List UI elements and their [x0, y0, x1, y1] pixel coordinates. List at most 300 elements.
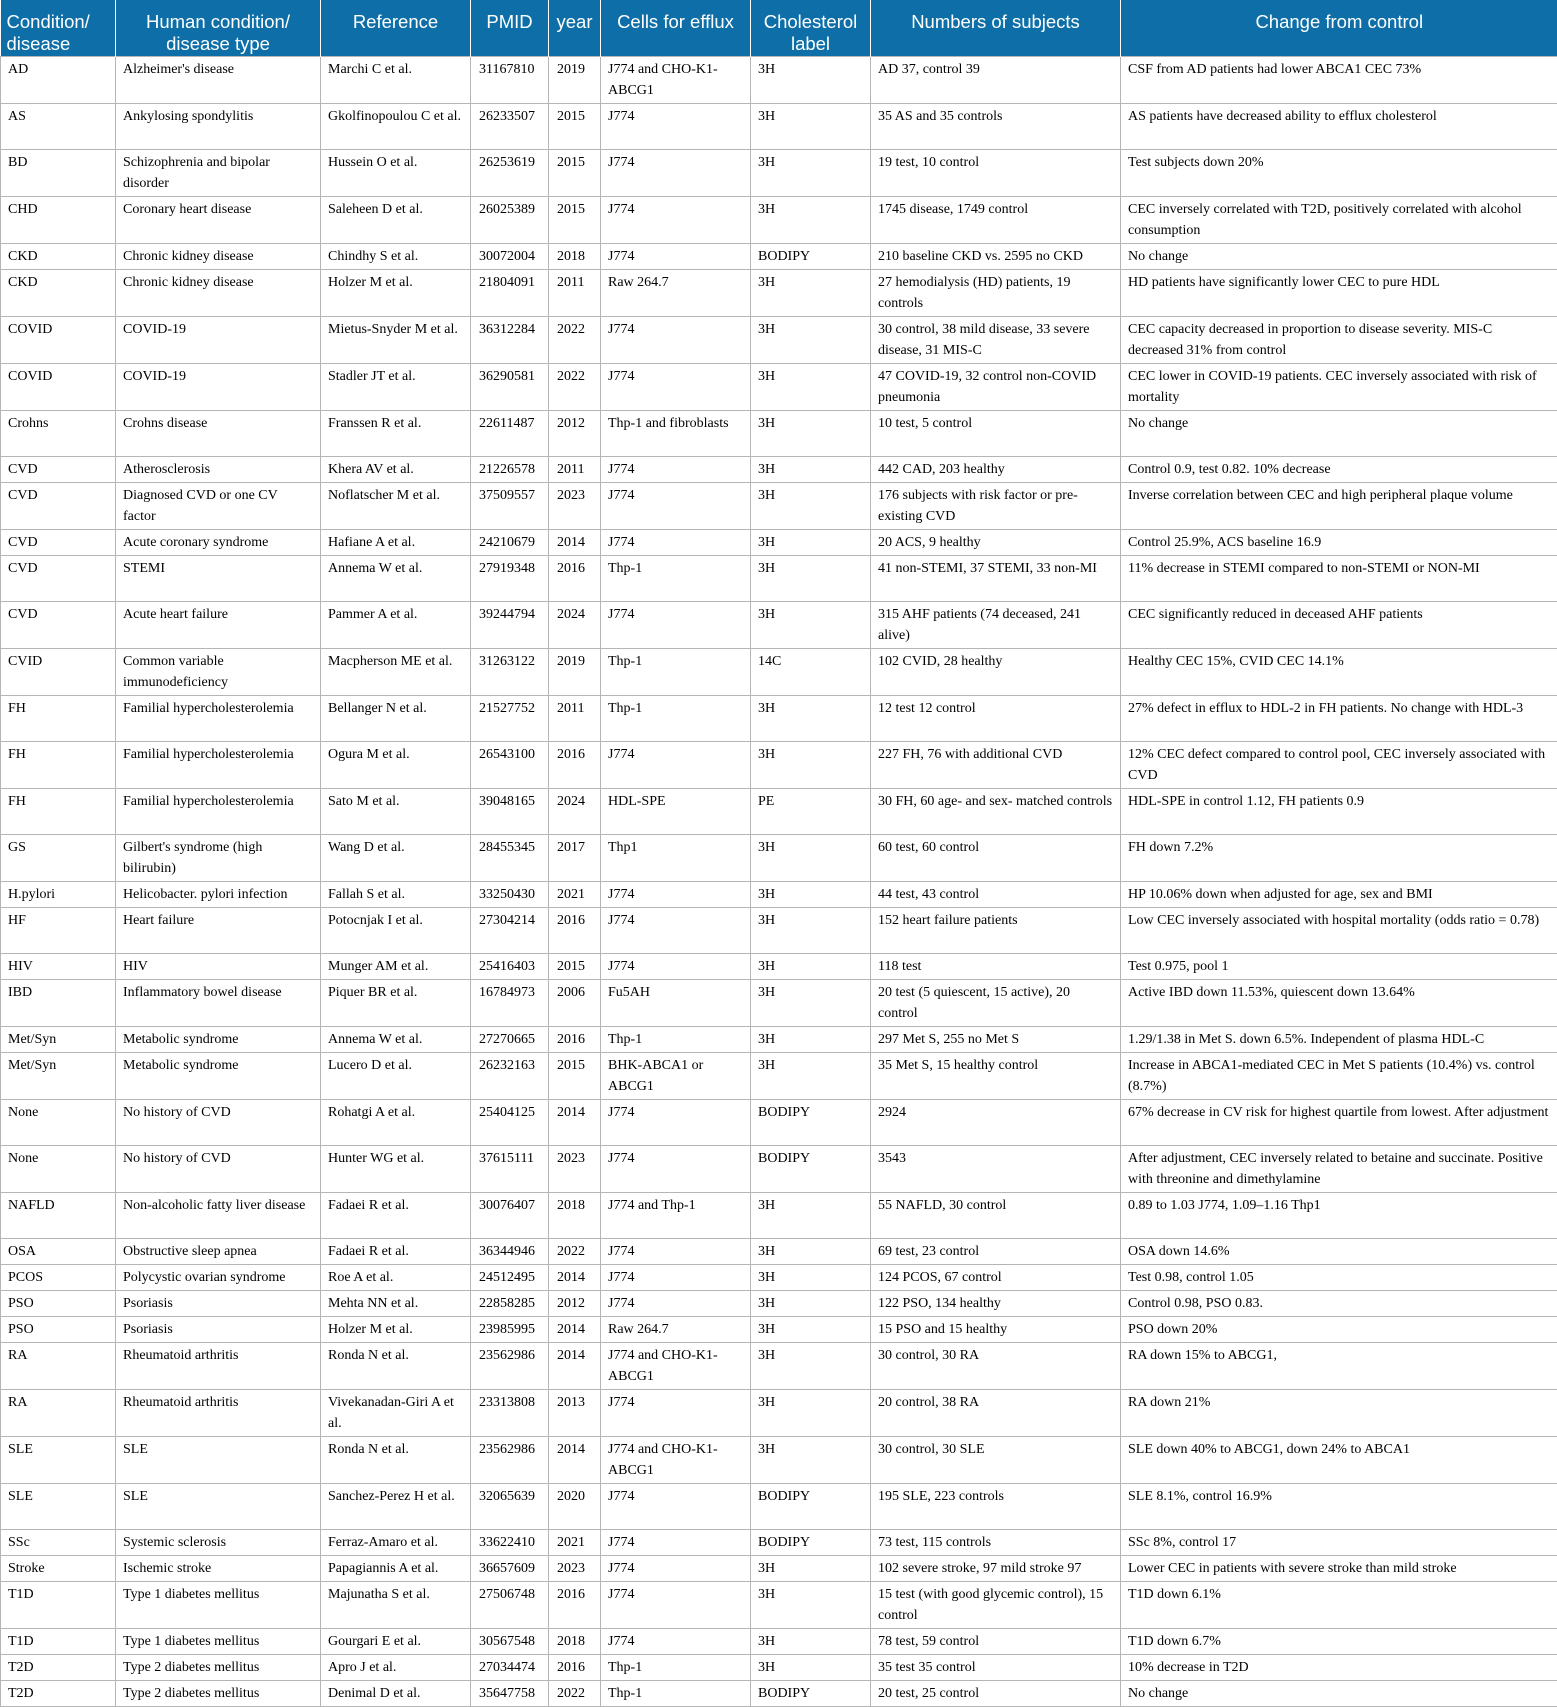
cell-pmid: 24210679 [471, 529, 549, 555]
cell-change: 10% decrease in T2D [1121, 1654, 1557, 1680]
cell-year: 2016 [549, 741, 601, 788]
cell-cells-for-efflux: Fu5AH [601, 979, 751, 1026]
cell-condition: HF [1, 907, 116, 953]
table-row [1, 979, 1557, 1026]
cell-change: CEC capacity decreased in proportion to disease severity. MIS-C decreased 31% from control [1121, 316, 1557, 363]
table-row [1, 834, 1557, 881]
cell-cells-for-efflux: J774 and CHO-K1-ABCG1 [601, 1342, 751, 1389]
cell-reference: Piquer BR et al. [321, 979, 471, 1026]
cell-cholesterol-label: 3H [751, 834, 871, 881]
cell-year: 2014 [549, 529, 601, 555]
cell-pmid: 23562986 [471, 1342, 549, 1389]
cell-cells-for-efflux: J774 [601, 529, 751, 555]
cell-cholesterol-label: 3H [751, 555, 871, 601]
cell-change: T1D down 6.1% [1121, 1581, 1557, 1628]
cell-cholesterol-label: 3H [751, 979, 871, 1026]
cell-pmid: 16784973 [471, 979, 549, 1026]
cell-condition: BD [1, 149, 116, 196]
cell-condition: CVD [1, 456, 116, 482]
cell-change: Low CEC inversely associated with hospital mortality (odds ratio = 0.78) [1121, 907, 1557, 953]
cell-condition: AS [1, 103, 116, 149]
cell-disease-type: Rheumatoid arthritis [116, 1342, 321, 1389]
cell-reference: Lucero D et al. [321, 1052, 471, 1099]
cell-reference: Mietus-Snyder M et al. [321, 316, 471, 363]
cell-cholesterol-label: 3H [751, 907, 871, 953]
cell-subjects: 122 PSO, 134 healthy [871, 1290, 1121, 1316]
cell-change: SLE down 40% to ABCG1, down 24% to ABCA1 [1121, 1436, 1557, 1483]
cell-pmid: 27270665 [471, 1026, 549, 1052]
cell-condition: CVD [1, 555, 116, 601]
cell-year: 2015 [549, 196, 601, 243]
cell-reference: Macpherson ME et al. [321, 648, 471, 695]
cell-change: Test 0.98, control 1.05 [1121, 1264, 1557, 1290]
cell-subjects: 27 hemodialysis (HD) patients, 19 controls [871, 269, 1121, 316]
cell-condition: PCOS [1, 1264, 116, 1290]
cell-disease-type: Metabolic syndrome [116, 1052, 321, 1099]
cell-pmid: 23313808 [471, 1389, 549, 1436]
cell-cholesterol-label: 14C [751, 648, 871, 695]
cell-reference: Ferraz-Amaro et al. [321, 1529, 471, 1555]
cell-cells-for-efflux: J774 [601, 482, 751, 529]
cell-disease-type: Helicobacter. pylori infection [116, 881, 321, 907]
cell-change: After adjustment, CEC inversely related to betaine and succinate. Positive with threonine and dimethylamine [1121, 1145, 1557, 1192]
cell-pmid: 33250430 [471, 881, 549, 907]
cell-year: 2024 [549, 601, 601, 648]
cell-pmid: 23985995 [471, 1316, 549, 1342]
cell-subjects: 35 AS and 35 controls [871, 103, 1121, 149]
cell-year: 2022 [549, 316, 601, 363]
header-change: Change from control [1121, 0, 1557, 56]
cell-year: 2021 [549, 881, 601, 907]
cell-change: RA down 15% to ABCG1, [1121, 1342, 1557, 1389]
cell-subjects: 20 control, 38 RA [871, 1389, 1121, 1436]
cell-subjects: 20 ACS, 9 healthy [871, 529, 1121, 555]
cell-reference: Fadaei R et al. [321, 1238, 471, 1264]
cell-change: No change [1121, 410, 1557, 456]
cell-subjects: 19 test, 10 control [871, 149, 1121, 196]
table-row [1, 1290, 1557, 1316]
cell-disease-type: Rheumatoid arthritis [116, 1389, 321, 1436]
header-condition: Condition/ disease [1, 0, 116, 56]
cell-reference: Sato M et al. [321, 788, 471, 834]
cell-cells-for-efflux: J774 [601, 196, 751, 243]
cell-year: 2022 [549, 363, 601, 410]
cell-cholesterol-label: BODIPY [751, 1099, 871, 1145]
cell-cells-for-efflux: Raw 264.7 [601, 1316, 751, 1342]
cell-change: AS patients have decreased ability to efflux cholesterol [1121, 103, 1557, 149]
cell-subjects: 30 control, 30 RA [871, 1342, 1121, 1389]
cell-reference: Noflatscher M et al. [321, 482, 471, 529]
cell-cholesterol-label: 3H [751, 56, 871, 103]
cell-disease-type: Ankylosing spondylitis [116, 103, 321, 149]
cell-cholesterol-label: 3H [751, 1238, 871, 1264]
cell-pmid: 36312284 [471, 316, 549, 363]
cell-reference: Annema W et al. [321, 555, 471, 601]
cell-change: Test subjects down 20% [1121, 149, 1557, 196]
cell-condition: FH [1, 741, 116, 788]
cell-change: HP 10.06% down when adjusted for age, sex and BMI [1121, 881, 1557, 907]
header-year: year [549, 0, 601, 56]
cell-reference: Munger AM et al. [321, 953, 471, 979]
cell-disease-type: Systemic sclerosis [116, 1529, 321, 1555]
cell-cells-for-efflux: J774 and Thp-1 [601, 1192, 751, 1238]
cell-year: 2016 [549, 555, 601, 601]
cell-subjects: 124 PCOS, 67 control [871, 1264, 1121, 1290]
cell-pmid: 23562986 [471, 1436, 549, 1483]
table-row [1, 1192, 1557, 1238]
cell-year: 2016 [549, 1026, 601, 1052]
table-row [1, 529, 1557, 555]
table-row [1, 601, 1557, 648]
cell-condition: CKD [1, 269, 116, 316]
cell-disease-type: HIV [116, 953, 321, 979]
cell-change: 12% CEC defect compared to control pool, CEC inversely associated with CVD [1121, 741, 1557, 788]
cell-year: 2014 [549, 1099, 601, 1145]
cell-disease-type: No history of CVD [116, 1145, 321, 1192]
cell-disease-type: COVID-19 [116, 316, 321, 363]
cell-reference: Potocnjak I et al. [321, 907, 471, 953]
cell-subjects: 44 test, 43 control [871, 881, 1121, 907]
cell-cholesterol-label: 3H [751, 1342, 871, 1389]
cell-cells-for-efflux: J774 [601, 316, 751, 363]
cell-condition: AD [1, 56, 116, 103]
cell-cholesterol-label: 3H [751, 1192, 871, 1238]
cell-condition: CVD [1, 601, 116, 648]
header-pmid: PMID [471, 0, 549, 56]
cell-cells-for-efflux: J774 [601, 907, 751, 953]
cell-pmid: 26025389 [471, 196, 549, 243]
cell-year: 2015 [549, 103, 601, 149]
cell-reference: Holzer M et al. [321, 269, 471, 316]
cell-disease-type: Heart failure [116, 907, 321, 953]
cell-condition: CVID [1, 648, 116, 695]
cell-cholesterol-label: 3H [751, 363, 871, 410]
cell-subjects: 1745 disease, 1749 control [871, 196, 1121, 243]
cell-cells-for-efflux: J774 [601, 456, 751, 482]
cell-condition: None [1, 1099, 116, 1145]
cell-reference: Ronda N et al. [321, 1436, 471, 1483]
cell-cells-for-efflux: J774 [601, 881, 751, 907]
cell-reference: Pammer A et al. [321, 601, 471, 648]
cell-cholesterol-label: 3H [751, 1555, 871, 1581]
cell-condition: IBD [1, 979, 116, 1026]
cell-change: FH down 7.2% [1121, 834, 1557, 881]
table-row [1, 907, 1557, 953]
cell-change: Test 0.975, pool 1 [1121, 953, 1557, 979]
cell-condition: SSc [1, 1529, 116, 1555]
cell-cholesterol-label: 3H [751, 1436, 871, 1483]
cell-reference: Mehta NN et al. [321, 1290, 471, 1316]
cell-disease-type: Inflammatory bowel disease [116, 979, 321, 1026]
cell-change: Inverse correlation between CEC and high peripheral plaque volume [1121, 482, 1557, 529]
cell-subjects: 41 non-STEMI, 37 STEMI, 33 non-MI [871, 555, 1121, 601]
cell-disease-type: Atherosclerosis [116, 456, 321, 482]
cell-cholesterol-label: 3H [751, 1026, 871, 1052]
cell-condition: CHD [1, 196, 116, 243]
cell-year: 2012 [549, 1290, 601, 1316]
cell-cholesterol-label: 3H [751, 103, 871, 149]
cell-year: 2023 [549, 1555, 601, 1581]
table-row [1, 56, 1557, 103]
cell-cholesterol-label: 3H [751, 881, 871, 907]
cell-pmid: 26232163 [471, 1052, 549, 1099]
cell-subjects: 35 test 35 control [871, 1654, 1121, 1680]
cell-change: 67% decrease in CV risk for highest quartile from lowest. After adjustment [1121, 1099, 1557, 1145]
cell-condition: COVID [1, 316, 116, 363]
cell-subjects: 102 severe stroke, 97 mild stroke 97 [871, 1555, 1121, 1581]
table-row [1, 1264, 1557, 1290]
cell-cells-for-efflux: Thp-1 [601, 555, 751, 601]
cell-reference: Chindhy S et al. [321, 243, 471, 269]
cell-disease-type: Common variable immunodeficiency [116, 648, 321, 695]
cell-subjects: 60 test, 60 control [871, 834, 1121, 881]
cell-change: T1D down 6.7% [1121, 1628, 1557, 1654]
cell-pmid: 31263122 [471, 648, 549, 695]
header-row [1, 0, 1557, 56]
cell-disease-type: Psoriasis [116, 1316, 321, 1342]
table-row [1, 1680, 1557, 1706]
cell-disease-type: Crohns disease [116, 410, 321, 456]
cell-year: 2021 [549, 1529, 601, 1555]
cell-cholesterol-label: 3H [751, 196, 871, 243]
cell-year: 2014 [549, 1316, 601, 1342]
cell-disease-type: No history of CVD [116, 1099, 321, 1145]
table-row [1, 363, 1557, 410]
cell-year: 2015 [549, 953, 601, 979]
cell-change: RA down 21% [1121, 1389, 1557, 1436]
cell-year: 2016 [549, 1654, 601, 1680]
cell-year: 2018 [549, 1628, 601, 1654]
cell-year: 2013 [549, 1389, 601, 1436]
cell-pmid: 22858285 [471, 1290, 549, 1316]
cell-disease-type: Acute heart failure [116, 601, 321, 648]
cell-cholesterol-label: 3H [751, 316, 871, 363]
cell-cells-for-efflux: J774 [601, 1290, 751, 1316]
cell-change: Active IBD down 11.53%, quiescent down 13.64% [1121, 979, 1557, 1026]
cell-reference: Holzer M et al. [321, 1316, 471, 1342]
cell-cells-for-efflux: J774 [601, 1099, 751, 1145]
cell-cholesterol-label: 3H [751, 1628, 871, 1654]
cell-subjects: 15 test (with good glycemic control), 15 control [871, 1581, 1121, 1628]
table-row [1, 881, 1557, 907]
header-disease-type: Human condition/ disease type [116, 0, 321, 56]
cell-change: CEC lower in COVID-19 patients. CEC inversely associated with risk of mortality [1121, 363, 1557, 410]
cell-subjects: 102 CVID, 28 healthy [871, 648, 1121, 695]
cell-subjects: 227 FH, 76 with additional CVD [871, 741, 1121, 788]
cell-cells-for-efflux: J774 [601, 1238, 751, 1264]
cell-reference: Majunatha S et al. [321, 1581, 471, 1628]
cell-condition: FH [1, 788, 116, 834]
table-row [1, 1238, 1557, 1264]
cell-condition: FH [1, 695, 116, 741]
cell-reference: Ogura M et al. [321, 741, 471, 788]
cell-cells-for-efflux: J774 [601, 363, 751, 410]
cell-pmid: 37509557 [471, 482, 549, 529]
table-row [1, 1654, 1557, 1680]
cell-year: 2019 [549, 648, 601, 695]
cell-disease-type: Type 1 diabetes mellitus [116, 1628, 321, 1654]
cell-pmid: 39048165 [471, 788, 549, 834]
cell-cholesterol-label: 3H [751, 269, 871, 316]
cell-condition: Stroke [1, 1555, 116, 1581]
cell-disease-type: Acute coronary syndrome [116, 529, 321, 555]
cell-cells-for-efflux: J774 [601, 1628, 751, 1654]
cell-disease-type: Metabolic syndrome [116, 1026, 321, 1052]
cell-reference: Marchi C et al. [321, 56, 471, 103]
cell-condition: NAFLD [1, 1192, 116, 1238]
cell-disease-type: Chronic kidney disease [116, 243, 321, 269]
cell-reference: Saleheen D et al. [321, 196, 471, 243]
cell-pmid: 28455345 [471, 834, 549, 881]
cell-pmid: 30076407 [471, 1192, 549, 1238]
cell-cholesterol-label: PE [751, 788, 871, 834]
cell-change: SLE 8.1%, control 16.9% [1121, 1483, 1557, 1529]
cell-subjects: 35 Met S, 15 healthy control [871, 1052, 1121, 1099]
cell-pmid: 35647758 [471, 1680, 549, 1706]
table-row [1, 243, 1557, 269]
cell-cells-for-efflux: Thp-1 [601, 1654, 751, 1680]
table-row [1, 456, 1557, 482]
table-row [1, 1052, 1557, 1099]
cell-year: 2012 [549, 410, 601, 456]
table-row [1, 316, 1557, 363]
cell-reference: Franssen R et al. [321, 410, 471, 456]
table-row [1, 555, 1557, 601]
cell-subjects: 3543 [871, 1145, 1121, 1192]
cell-condition: RA [1, 1342, 116, 1389]
cell-cells-for-efflux: Thp-1 [601, 1026, 751, 1052]
cell-condition: Crohns [1, 410, 116, 456]
cell-condition: Met/Syn [1, 1026, 116, 1052]
header-cells: Cells for efflux [601, 0, 751, 56]
cell-disease-type: SLE [116, 1483, 321, 1529]
cell-condition: None [1, 1145, 116, 1192]
cell-subjects: 73 test, 115 controls [871, 1529, 1121, 1555]
table-row [1, 1145, 1557, 1192]
cell-condition: HIV [1, 953, 116, 979]
cell-disease-type: Alzheimer's disease [116, 56, 321, 103]
cell-condition: SLE [1, 1483, 116, 1529]
cell-cholesterol-label: 3H [751, 1052, 871, 1099]
cell-subjects: 30 control, 38 mild disease, 33 severe disease, 31 MIS-C [871, 316, 1121, 363]
cell-condition: T1D [1, 1581, 116, 1628]
cell-change: Control 0.98, PSO 0.83. [1121, 1290, 1557, 1316]
cell-pmid: 31167810 [471, 56, 549, 103]
cell-cells-for-efflux: J774 and CHO-K1-ABCG1 [601, 56, 751, 103]
cell-cells-for-efflux: Thp-1 [601, 648, 751, 695]
table-row [1, 1099, 1557, 1145]
table-row [1, 410, 1557, 456]
cell-change: 0.89 to 1.03 J774, 1.09–1.16 Thp1 [1121, 1192, 1557, 1238]
cell-disease-type: Schizophrenia and bipolar disorder [116, 149, 321, 196]
cell-condition: T1D [1, 1628, 116, 1654]
cell-subjects: 20 test (5 quiescent, 15 active), 20 control [871, 979, 1121, 1026]
cell-cholesterol-label: BODIPY [751, 1529, 871, 1555]
cell-cells-for-efflux: HDL-SPE [601, 788, 751, 834]
cell-pmid: 26233507 [471, 103, 549, 149]
cell-change: 11% decrease in STEMI compared to non-STEMI or NON-MI [1121, 555, 1557, 601]
cell-cholesterol-label: 3H [751, 1264, 871, 1290]
cell-cholesterol-label: 3H [751, 695, 871, 741]
cell-subjects: 210 baseline CKD vs. 2595 no CKD [871, 243, 1121, 269]
cell-condition: COVID [1, 363, 116, 410]
cell-cells-for-efflux: J774 [601, 601, 751, 648]
cell-cells-for-efflux: J774 and CHO-K1-ABCG1 [601, 1436, 751, 1483]
cell-condition: RA [1, 1389, 116, 1436]
cell-cholesterol-label: BODIPY [751, 1680, 871, 1706]
cell-subjects: 195 SLE, 223 controls [871, 1483, 1121, 1529]
cell-reference: Fallah S et al. [321, 881, 471, 907]
cell-reference: Fadaei R et al. [321, 1192, 471, 1238]
cell-year: 2006 [549, 979, 601, 1026]
cell-subjects: 2924 [871, 1099, 1121, 1145]
cell-cells-for-efflux: J774 [601, 1529, 751, 1555]
table-row [1, 149, 1557, 196]
cell-disease-type: Chronic kidney disease [116, 269, 321, 316]
cell-year: 2024 [549, 788, 601, 834]
cell-pmid: 25416403 [471, 953, 549, 979]
cell-year: 2011 [549, 695, 601, 741]
table-row [1, 648, 1557, 695]
cell-subjects: 69 test, 23 control [871, 1238, 1121, 1264]
cell-pmid: 39244794 [471, 601, 549, 648]
table-row [1, 741, 1557, 788]
cell-cells-for-efflux: Raw 264.7 [601, 269, 751, 316]
cell-cells-for-efflux: Thp-1 [601, 1680, 751, 1706]
cell-subjects: 442 CAD, 203 healthy [871, 456, 1121, 482]
cell-cholesterol-label: BODIPY [751, 243, 871, 269]
cell-cholesterol-label: 3H [751, 741, 871, 788]
cell-cells-for-efflux: J774 [601, 1264, 751, 1290]
cell-cells-for-efflux: Thp-1 [601, 695, 751, 741]
cell-condition: Met/Syn [1, 1052, 116, 1099]
table-row [1, 1483, 1557, 1529]
cell-reference: Hussein O et al. [321, 149, 471, 196]
cell-disease-type: Type 2 diabetes mellitus [116, 1654, 321, 1680]
cell-year: 2023 [549, 1145, 601, 1192]
cell-cholesterol-label: BODIPY [751, 1145, 871, 1192]
cell-pmid: 30072004 [471, 243, 549, 269]
cell-cholesterol-label: 3H [751, 456, 871, 482]
cell-cholesterol-label: 3H [751, 953, 871, 979]
table-row [1, 1581, 1557, 1628]
cell-change: Increase in ABCA1-mediated CEC in Met S patients (10.4%) vs. control (8.7%) [1121, 1052, 1557, 1099]
table-row [1, 1389, 1557, 1436]
cell-year: 2022 [549, 1238, 601, 1264]
cell-reference: Roe A et al. [321, 1264, 471, 1290]
cell-change: CEC inversely correlated with T2D, positively correlated with alcohol consumption [1121, 196, 1557, 243]
cell-condition: SLE [1, 1436, 116, 1483]
cell-cholesterol-label: 3H [751, 1389, 871, 1436]
cell-pmid: 33622410 [471, 1529, 549, 1555]
cell-pmid: 37615111 [471, 1145, 549, 1192]
table-row [1, 953, 1557, 979]
cell-pmid: 24512495 [471, 1264, 549, 1290]
cell-disease-type: Non-alcoholic fatty liver disease [116, 1192, 321, 1238]
cell-year: 2011 [549, 456, 601, 482]
cell-year: 2018 [549, 243, 601, 269]
cell-condition: T2D [1, 1654, 116, 1680]
cell-reference: Stadler JT et al. [321, 363, 471, 410]
table-row [1, 196, 1557, 243]
cell-reference: Gourgari E et al. [321, 1628, 471, 1654]
table-row [1, 788, 1557, 834]
table-row [1, 1529, 1557, 1555]
cell-condition: GS [1, 834, 116, 881]
cell-disease-type: STEMI [116, 555, 321, 601]
cell-change: PSO down 20% [1121, 1316, 1557, 1342]
cell-cells-for-efflux: BHK-ABCA1 or ABCG1 [601, 1052, 751, 1099]
